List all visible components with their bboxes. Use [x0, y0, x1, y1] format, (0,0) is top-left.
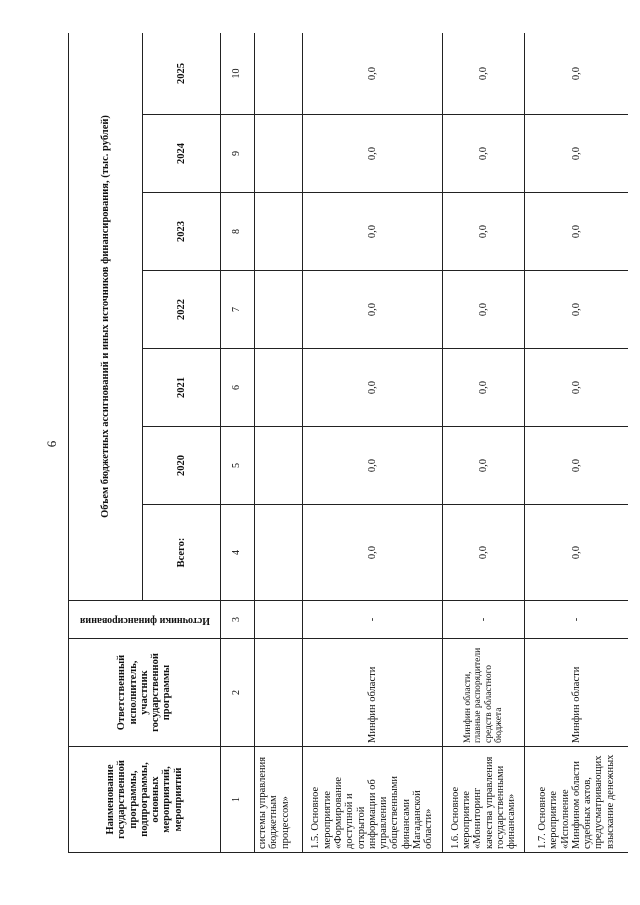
header-source: [69, 601, 221, 639]
row-value: 0,0: [443, 193, 525, 271]
row-name: системы управления бюджетным процессом»: [255, 747, 303, 853]
row-value: 0,0: [303, 271, 443, 349]
row-value: [255, 349, 303, 427]
row-value: 0,0: [525, 271, 629, 349]
row-value: 0,0: [525, 33, 629, 115]
table-row: [525, 33, 629, 853]
row-value: 0,0: [525, 349, 629, 427]
header-funding-group: Объем бюджетных ассигнований и иных источников финансирования, (тыс. рублей): [69, 33, 143, 601]
row-value: [255, 427, 303, 505]
row-value: 0,0: [443, 115, 525, 193]
row-value: [255, 115, 303, 193]
row-source: -: [525, 601, 629, 639]
column-number: 2: [221, 639, 255, 747]
row-value: 0,0: [525, 115, 629, 193]
row-name: 1.6. Основное мероприятие «Мониторинг качества управления государственными финансами»: [443, 747, 525, 853]
header-year-2022: 2022: [143, 271, 221, 349]
table-row: [303, 33, 443, 853]
row-executor: Минфин области, главные распорядители средств областного бюджета: [443, 639, 525, 747]
row-source: -: [303, 601, 443, 639]
row-value: [255, 33, 303, 115]
budget-table: [68, 33, 628, 853]
column-number: 8: [221, 193, 255, 271]
row-executor: Минфин области: [303, 639, 443, 747]
header-executor: Ответственный исполнитель, участник государственной программы: [69, 639, 221, 747]
header-row-1: [69, 33, 143, 853]
column-number: 6: [221, 349, 255, 427]
row-value: [255, 271, 303, 349]
header-year-2021: 2021: [143, 349, 221, 427]
row-value: 0,0: [303, 115, 443, 193]
row-value: 0,0: [443, 505, 525, 601]
column-number: 9: [221, 115, 255, 193]
row-value: 0,0: [443, 349, 525, 427]
column-number: 1: [221, 747, 255, 853]
column-number-row: [221, 33, 255, 853]
row-value: 0,0: [303, 33, 443, 115]
row-name: 1.5. Основное мероприятие «Формирование доступной и открытой информации об управлении общественными финансами Магаданской области»: [303, 747, 443, 853]
row-value: 0,0: [303, 505, 443, 601]
table-row: [443, 33, 525, 853]
row-value: 0,0: [525, 427, 629, 505]
header-year-2020: 2020: [143, 427, 221, 505]
table-wrapper: [68, 33, 628, 853]
row-value: 0,0: [443, 427, 525, 505]
header-source-text: Источники финансирования: [79, 614, 210, 626]
table-row: [255, 33, 303, 853]
row-source: [255, 601, 303, 639]
row-source: -: [443, 601, 525, 639]
rotated-table-container: [68, 33, 628, 853]
header-year-2023: 2023: [143, 193, 221, 271]
row-value: 0,0: [303, 427, 443, 505]
column-number: 10: [221, 33, 255, 115]
row-value: 0,0: [303, 349, 443, 427]
row-value: 0,0: [525, 193, 629, 271]
row-executor: Минфин области: [525, 639, 629, 747]
row-value: 0,0: [525, 505, 629, 601]
row-value: [255, 193, 303, 271]
column-number: 4: [221, 505, 255, 601]
column-number: 5: [221, 427, 255, 505]
row-value: 0,0: [443, 33, 525, 115]
header-name: Наименование государственной программы, подпрограммы, основных мероприятий, мероприятий: [69, 747, 221, 853]
row-value: 0,0: [303, 193, 443, 271]
column-number: 7: [221, 271, 255, 349]
header-year-total: Всего:: [143, 505, 221, 601]
row-name: 1.7. Основное мероприятие «Исполнение Минфином области судебных актов, предусматривающих взыскание денежных: [525, 747, 629, 853]
row-value: [255, 505, 303, 601]
header-year-2024: 2024: [143, 115, 221, 193]
header-year-2025: 2025: [143, 33, 221, 115]
row-executor: [255, 639, 303, 747]
row-value: 0,0: [443, 271, 525, 349]
column-number: 3: [221, 601, 255, 639]
page-number: 6: [44, 440, 59, 448]
